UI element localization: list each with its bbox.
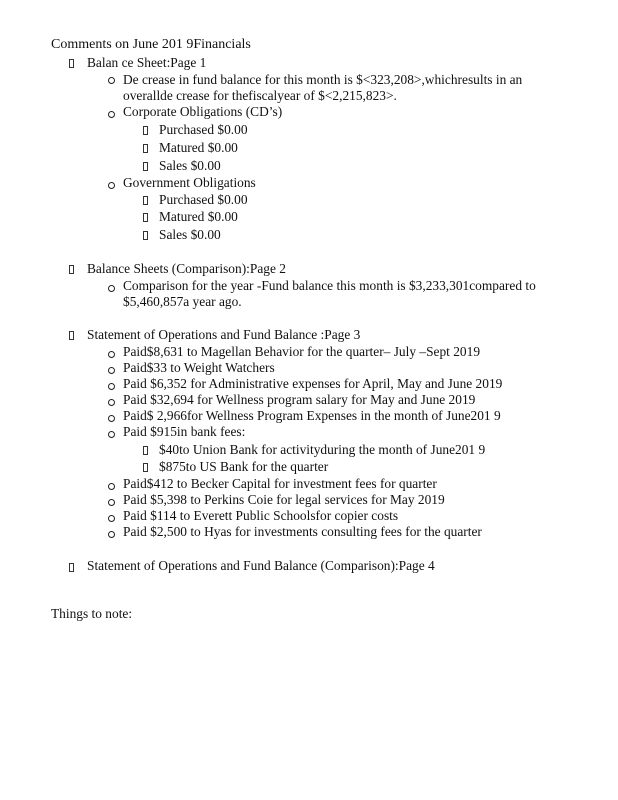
operations-item: Paid$ 2,966for Wellness Program Expenses in the month of June201 9 — [123, 408, 501, 423]
corporate-obligations-label: Corporate Obligations (CD’s) — [123, 104, 283, 119]
corporate-matured: Matured $0.00 — [159, 140, 238, 155]
bank-fee-item: $875to US Bank for the quarter — [159, 459, 329, 474]
corporate-sales: Sales $0.00 — [159, 158, 221, 173]
circle-bullet-icon — [108, 280, 115, 296]
corporate-purchased: Purchased $0.00 — [159, 122, 248, 137]
circle-bullet-icon — [108, 362, 115, 378]
fund-decrease-line-2: overallde crease for thefiscalyear of $<2,215,823>. — [123, 88, 397, 103]
operations-item: Paid $114 to Everett Public Schoolsfor copier costs — [123, 508, 399, 523]
things-to-note-label: Things to note: — [51, 606, 133, 621]
square-bullet-icon — [143, 141, 148, 157]
circle-bullet-icon — [108, 346, 115, 362]
government-purchased: Purchased $0.00 — [159, 192, 248, 207]
square-bullet-icon — [69, 560, 74, 576]
circle-bullet-icon — [108, 394, 115, 410]
operations-item: Paid $6,352 for Administrative expenses for April, May and June 2019 — [123, 376, 503, 391]
square-bullet-icon — [143, 228, 148, 244]
balance-sheet-heading: Balan ce Sheet:Page 1 — [87, 55, 207, 70]
square-bullet-icon — [143, 193, 148, 209]
operations-item: Paid$412 to Becker Capital for investment fees for quarter — [123, 476, 437, 491]
operations-item: Paid$33 to Weight Watchers — [123, 360, 275, 375]
operations-item: Paid $5,398 to Perkins Coie for legal services for May 2019 — [123, 492, 445, 507]
bank-fee-item: $40to Union Bank for activityduring the month of June201 9 — [159, 442, 486, 457]
square-bullet-icon — [143, 460, 148, 476]
circle-bullet-icon — [108, 410, 115, 426]
square-bullet-icon — [143, 123, 148, 139]
government-obligations-label: Government Obligations — [123, 175, 256, 190]
operations-item: Paid $915in bank fees: — [123, 424, 246, 439]
square-bullet-icon — [143, 210, 148, 226]
government-matured: Matured $0.00 — [159, 209, 238, 224]
square-bullet-icon — [69, 56, 74, 72]
square-bullet-icon — [143, 443, 148, 459]
circle-bullet-icon — [108, 510, 115, 526]
fund-decrease-line-1: De crease in fund balance for this month is $<323,208>,whichresults in an — [123, 72, 523, 87]
square-bullet-icon — [69, 328, 74, 344]
document-title: Comments on June 201 9Financials — [51, 37, 251, 52]
square-bullet-icon — [69, 262, 74, 278]
operations-item: Paid$8,631 to Magellan Behavior for the quarter– July –Sept 2019 — [123, 344, 481, 359]
circle-bullet-icon — [108, 106, 115, 122]
operations-comparison-heading: Statement of Operations and Fund Balance (Comparison):Page 4 — [87, 558, 435, 573]
circle-bullet-icon — [108, 426, 115, 442]
circle-bullet-icon — [108, 478, 115, 494]
square-bullet-icon — [143, 159, 148, 175]
circle-bullet-icon — [108, 494, 115, 510]
comparison-line-2: $5,460,857a year ago. — [123, 294, 242, 309]
circle-bullet-icon — [108, 378, 115, 394]
circle-bullet-icon — [108, 526, 115, 542]
comparison-line-1: Comparison for the year -Fund balance this month is $3,233,301compared to — [123, 278, 536, 293]
circle-bullet-icon — [108, 72, 115, 88]
operations-heading: Statement of Operations and Fund Balance :Page 3 — [87, 327, 361, 342]
government-sales: Sales $0.00 — [159, 227, 221, 242]
operations-item: Paid $32,694 for Wellness program salary for May and June 2019 — [123, 392, 476, 407]
operations-item: Paid $2,500 to Hyas for investments consulting fees for the quarter — [123, 524, 482, 539]
comparison-heading: Balance Sheets (Comparison):Page 2 — [87, 261, 286, 276]
circle-bullet-icon — [108, 177, 115, 193]
